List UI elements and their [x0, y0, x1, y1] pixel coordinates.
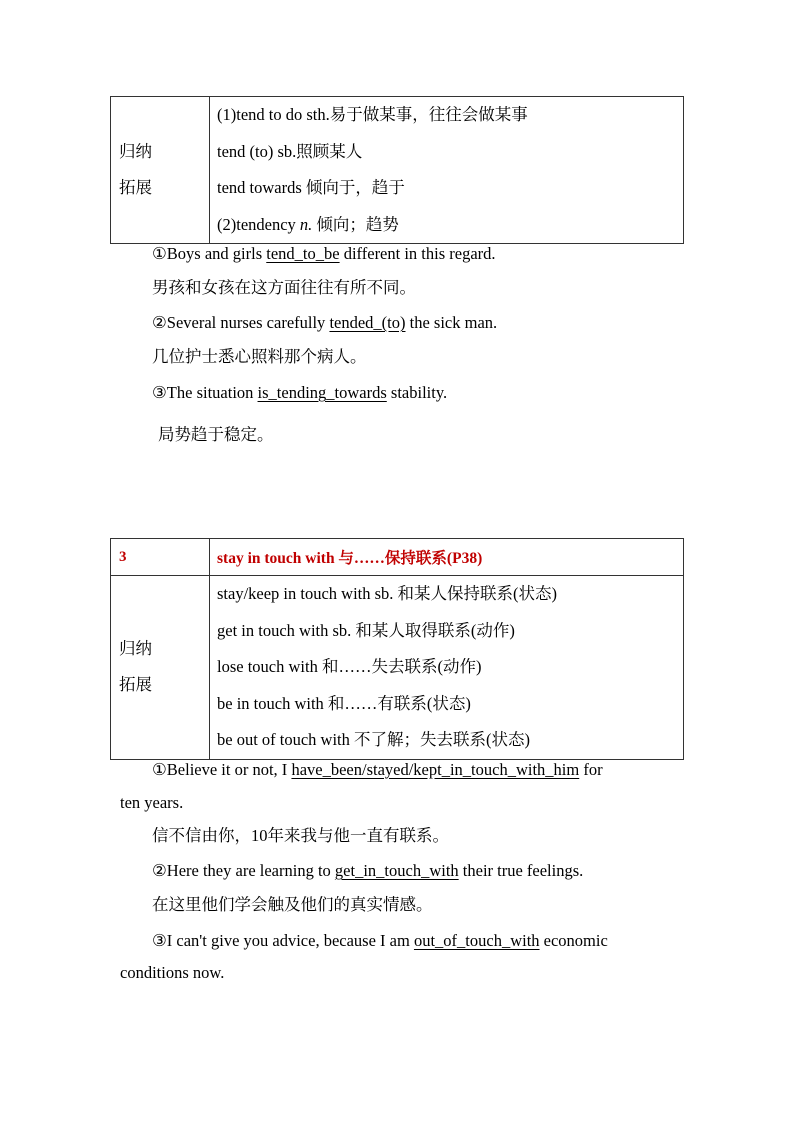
- touch-row-2: get in touch with sb. 和某人取得联系(动作): [217, 620, 515, 640]
- example-text: the sick man.: [405, 313, 498, 332]
- answer-blank: get_in_touch_with: [334, 861, 459, 880]
- example-4-en: [152, 760, 603, 780]
- example-text: ②Here they are learning to: [152, 861, 335, 880]
- answer-blank: have_been/stayed/kept_in_touch_with_him: [291, 760, 580, 779]
- touch-row-1: stay/keep in touch with sb. 和某人保持联系(状态): [217, 584, 558, 603]
- part-of-speech: n.: [299, 214, 313, 234]
- example-1-cn: 男孩和女孩在这方面往往有所不同。: [152, 278, 416, 297]
- example-text: ③The situation: [152, 383, 258, 402]
- touch-row-3: lose touch with 和……失去联系(动作): [217, 657, 482, 676]
- example-text: stability.: [386, 383, 448, 402]
- example-5-en: [152, 861, 583, 881]
- tend-row-2: tend (to) sb.照顾某人: [217, 141, 363, 161]
- tendency-word: (2)tendency: [217, 214, 300, 234]
- stay-in-touch-table: [110, 538, 684, 760]
- answer-blank: is_tending_towards: [257, 383, 387, 402]
- example-2-en: [152, 313, 497, 333]
- example-5-cn: 在这里他们学会触及他们的真实情感。: [152, 895, 433, 914]
- touch-content-cell: [210, 576, 684, 760]
- example-text: ①Boys and girls: [152, 244, 267, 263]
- category-label-line2: 拓展: [119, 178, 152, 197]
- example-3-cn: 局势趋于稳定。: [158, 425, 274, 444]
- example-4-cn: 信不信由你，10年来我与他一直有联系。: [152, 826, 449, 845]
- example-6-en: [152, 931, 608, 951]
- tend-row-4: [217, 207, 683, 244]
- tend-table: [110, 96, 684, 244]
- category-label-cell: [111, 576, 210, 760]
- answer-blank: tend_to_be: [266, 244, 340, 263]
- example-3-en: [152, 383, 447, 403]
- example-2-cn: 几位护士悉心照料那个病人。: [152, 347, 367, 366]
- example-6-en-cont: conditions now.: [120, 963, 225, 982]
- tend-row-1: (1)tend to do sth.易于做某事，往往会做某事: [217, 105, 528, 124]
- touch-row-4: be in touch with 和……有联系(状态): [217, 693, 471, 713]
- category-label-cell: [111, 97, 210, 244]
- answer-blank: out_of_touch_with: [413, 931, 540, 950]
- example-4-en-cont: ten years.: [120, 793, 184, 812]
- example-text: for: [579, 760, 603, 779]
- tend-row-3: tend towards 倾向于，趋于: [217, 178, 405, 197]
- example-text: ①Believe it or not, I: [152, 760, 292, 779]
- touch-row-5: be out of touch with 不了解；失去联系(状态): [217, 730, 531, 749]
- example-text: different in this regard.: [339, 244, 496, 263]
- entry-heading: stay in touch with 与……保持联系(P38): [210, 539, 684, 576]
- category-label-line1: 归纳: [119, 639, 152, 659]
- answer-blank: tended_(to): [329, 313, 406, 332]
- category-label-line1: 归纳: [119, 142, 152, 161]
- example-text: ②Several nurses carefully: [152, 313, 330, 332]
- example-text: their true feelings.: [458, 861, 584, 880]
- entry-number: 3: [111, 539, 210, 576]
- tend-content-cell: [210, 97, 684, 244]
- tendency-meaning: 倾向；趋势: [312, 214, 399, 234]
- example-text: economic: [539, 931, 608, 950]
- example-text: ③I can't give you advice, because I am: [152, 931, 414, 950]
- category-label-line2: 拓展: [119, 675, 152, 695]
- example-1-en: [152, 244, 496, 264]
